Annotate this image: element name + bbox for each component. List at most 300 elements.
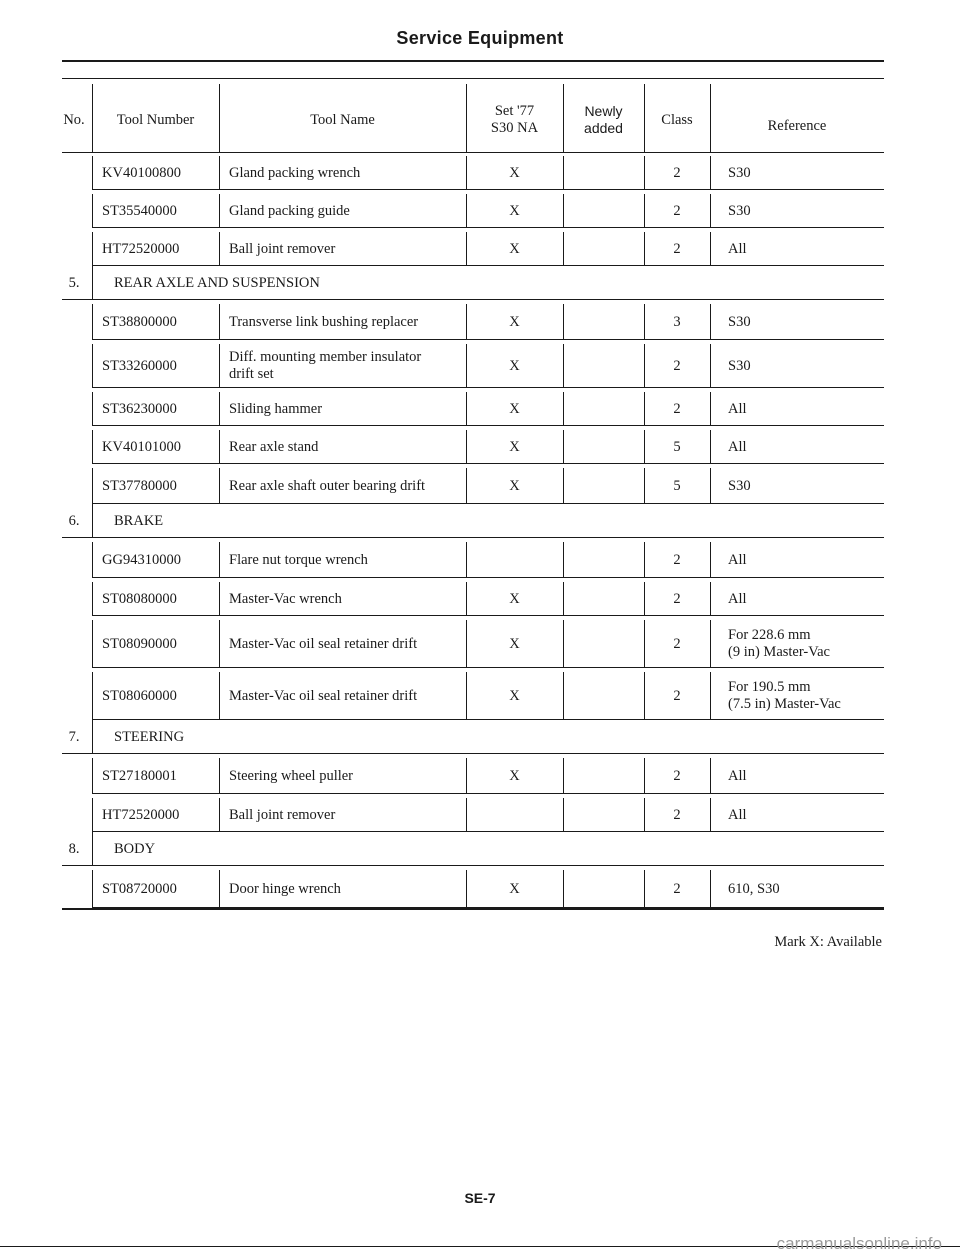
set77-cell-text: X (509, 202, 520, 219)
tool-number-cell (102, 394, 219, 424)
row-col-rule (466, 232, 467, 266)
header-newly-added (563, 88, 644, 152)
section-number (56, 720, 92, 754)
header-class (644, 88, 710, 152)
tool-number-cell-text: ST08720000 (102, 880, 177, 897)
row-bottom-rule (92, 189, 884, 190)
row-col-rule (219, 620, 220, 668)
row-col-rule (466, 672, 467, 720)
row-col-rule (466, 620, 467, 668)
tool-name-cell (229, 306, 466, 338)
tool-name-cell-text: Transverse link bushing replacer (229, 313, 419, 330)
row-col-rule (219, 672, 220, 720)
newly-added-cell (563, 394, 644, 424)
reference-cell (728, 622, 884, 666)
row-col-rule (710, 468, 711, 504)
class-cell (644, 760, 710, 792)
header-newly-added-text: added (584, 120, 623, 136)
reference-cell-text: All (728, 551, 747, 568)
section-title (114, 720, 614, 754)
tool-number-cell (102, 622, 219, 666)
row-col-rule (466, 430, 467, 464)
header-col-rule (92, 84, 93, 152)
newly-added-cell (563, 760, 644, 792)
reference-cell-text: All (728, 438, 747, 455)
header-no (56, 88, 92, 152)
class-cell (644, 394, 710, 424)
tool-number-cell-text: KV40101000 (102, 438, 181, 455)
header-col-rule (710, 84, 711, 152)
header-set77 (466, 88, 563, 152)
section-number (56, 266, 92, 300)
tool-name-cell (229, 470, 466, 502)
row-col-rule (219, 194, 220, 228)
row-col-rule (219, 232, 220, 266)
row-col-rule (563, 798, 564, 832)
class-cell-text: 2 (673, 400, 681, 417)
newly-added-cell (563, 622, 644, 666)
row-bottom-rule (92, 387, 884, 388)
section-title-text: STEERING (114, 728, 185, 745)
header-col-rule (219, 84, 220, 152)
row-col-rule (466, 304, 467, 340)
set77-cell-text: X (509, 240, 520, 257)
set77-cell (466, 346, 563, 386)
tool-name-cell (229, 432, 466, 462)
row-col-rule (466, 468, 467, 504)
reference-cell (728, 800, 884, 830)
reference-cell (728, 394, 884, 424)
class-cell-text: 2 (673, 164, 681, 181)
row-col-rule (563, 344, 564, 388)
section-col-rule (92, 832, 93, 866)
tool-number-cell (102, 196, 219, 226)
class-cell-text: 2 (673, 590, 681, 607)
tool-name-cell (229, 674, 466, 718)
row-col-rule (710, 392, 711, 426)
tool-name-cell (229, 584, 466, 614)
newly-added-cell (563, 306, 644, 338)
class-cell-text: 2 (673, 240, 681, 257)
row-col-rule (563, 304, 564, 340)
section-title-text: BODY (114, 840, 156, 857)
set77-cell (466, 760, 563, 792)
class-cell-text: 5 (673, 438, 681, 455)
section-title (114, 266, 614, 300)
tool-name-cell (229, 760, 466, 792)
tool-name-cell (229, 234, 466, 264)
header-bottom-rule (62, 152, 884, 153)
page-title: Service Equipment (396, 28, 564, 48)
row-col-rule (92, 758, 93, 794)
tool-number-cell-text: ST08060000 (102, 687, 177, 704)
row-bottom-rule (92, 793, 884, 794)
reference-cell-text: S30 (728, 202, 751, 219)
reference-cell-text: All (728, 767, 747, 784)
set77-cell (466, 234, 563, 264)
row-col-rule (710, 798, 711, 832)
row-bottom-rule (92, 615, 884, 616)
tool-name-cell (229, 158, 466, 188)
row-col-rule (644, 870, 645, 908)
class-cell-text: 2 (673, 357, 681, 374)
class-cell (644, 158, 710, 188)
class-cell-text: 2 (673, 767, 681, 784)
set77-cell (466, 584, 563, 614)
row-col-rule (710, 344, 711, 388)
row-col-rule (92, 870, 93, 908)
row-bottom-rule (92, 667, 884, 668)
newly-added-cell (563, 432, 644, 462)
header-col-rule (563, 84, 564, 152)
set77-cell-text: X (509, 880, 520, 897)
class-cell (644, 234, 710, 264)
reference-cell (728, 306, 884, 338)
reference-cell-text: S30 (728, 313, 751, 330)
set77-cell-text: X (509, 164, 520, 181)
class-cell (644, 674, 710, 718)
tool-name-cell-text: Master-Vac oil seal retainer drift (229, 635, 418, 652)
row-col-rule (710, 870, 711, 908)
tool-name-cell (229, 394, 466, 424)
reference-cell-text: For 190.5 mm (728, 679, 811, 695)
tool-name-cell-text: Gland packing guide (229, 202, 350, 219)
row-col-rule (710, 672, 711, 720)
row-col-rule (466, 344, 467, 388)
tool-name-cell-text: Master-Vac oil seal retainer drift (229, 687, 418, 704)
row-col-rule (219, 870, 220, 908)
tool-name-cell (229, 196, 466, 226)
row-col-rule (466, 156, 467, 190)
section-title (114, 832, 614, 866)
section-number (56, 832, 92, 866)
row-col-rule (219, 542, 220, 578)
row-col-rule (644, 194, 645, 228)
set77-cell-text: X (509, 767, 520, 784)
row-col-rule (92, 582, 93, 616)
tool-number-cell (102, 800, 219, 830)
tool-number-cell-text: ST08080000 (102, 590, 177, 607)
row-col-rule (92, 798, 93, 832)
row-col-rule (644, 232, 645, 266)
row-bottom-rule (92, 425, 884, 426)
row-col-rule (92, 468, 93, 504)
row-col-rule (710, 430, 711, 464)
set77-cell (466, 800, 563, 830)
row-col-rule (710, 542, 711, 578)
tool-name-cell-text: Sliding hammer (229, 400, 323, 417)
tool-number-cell (102, 760, 219, 792)
reference-cell-text: All (728, 240, 747, 257)
class-cell (644, 800, 710, 830)
reference-cell (728, 470, 884, 502)
reference-cell-text: S30 (728, 357, 751, 374)
row-col-rule (92, 344, 93, 388)
tool-number-cell-text: ST37780000 (102, 477, 177, 494)
class-cell-text: 2 (673, 635, 681, 652)
row-col-rule (563, 758, 564, 794)
row-col-rule (466, 798, 467, 832)
section-number-text: 6. (68, 512, 80, 529)
row-col-rule (644, 304, 645, 340)
tool-name-cell-text: Rear axle shaft outer bearing drift (229, 477, 426, 494)
row-bottom-rule (92, 577, 884, 578)
title-rule (62, 60, 884, 62)
row-col-rule (710, 304, 711, 340)
row-col-rule (466, 582, 467, 616)
watermark: carmanualsonline.info (776, 1234, 942, 1253)
reference-cell-text: All (728, 400, 747, 417)
row-col-rule (92, 194, 93, 228)
row-col-rule (219, 430, 220, 464)
row-col-rule (644, 344, 645, 388)
set77-cell (466, 394, 563, 424)
section-number (56, 504, 92, 538)
row-col-rule (710, 194, 711, 228)
table-bottom-rule (62, 908, 884, 910)
row-col-rule (466, 758, 467, 794)
tool-number-cell-text: HT72520000 (102, 806, 180, 823)
row-col-rule (92, 232, 93, 266)
header-reference-text: Reference (767, 117, 827, 134)
set77-cell (466, 674, 563, 718)
row-col-rule (710, 232, 711, 266)
reference-cell (728, 432, 884, 462)
row-col-rule (644, 758, 645, 794)
tool-name-cell-text: Rear axle stand (229, 438, 319, 455)
row-col-rule (644, 798, 645, 832)
row-col-rule (710, 758, 711, 794)
row-col-rule (219, 798, 220, 832)
reference-cell (728, 872, 884, 906)
class-cell-text: 2 (673, 687, 681, 704)
header-tool-name (219, 88, 466, 152)
tool-number-cell (102, 158, 219, 188)
section-bottom-rule (62, 753, 884, 754)
row-bottom-rule (92, 227, 884, 228)
reference-cell-text: For 228.6 mm (728, 627, 811, 643)
set77-cell (466, 544, 563, 576)
header-tool-number-text: Tool Number (116, 111, 195, 128)
class-cell (644, 196, 710, 226)
reference-cell-text: (9 in) Master-Vac (728, 644, 830, 660)
row-col-rule (563, 232, 564, 266)
set77-cell (466, 158, 563, 188)
newly-added-cell (563, 544, 644, 576)
row-col-rule (563, 870, 564, 908)
row-col-rule (219, 392, 220, 426)
class-cell-text: 2 (673, 880, 681, 897)
tool-name-cell (229, 346, 466, 386)
reference-cell (728, 346, 884, 386)
section-bottom-rule (62, 299, 884, 300)
tool-name-cell (229, 800, 466, 830)
row-col-rule (92, 542, 93, 578)
newly-added-cell (563, 470, 644, 502)
footnote: Mark X: Available (774, 934, 882, 950)
row-col-rule (644, 620, 645, 668)
row-col-rule (92, 620, 93, 668)
row-col-rule (219, 304, 220, 340)
reference-cell (728, 674, 884, 718)
row-col-rule (563, 430, 564, 464)
row-col-rule (644, 430, 645, 464)
section-col-rule (92, 266, 93, 300)
class-cell (644, 306, 710, 338)
row-col-rule (92, 304, 93, 340)
header-newly-added-text: Newly (584, 103, 623, 119)
row-col-rule (563, 582, 564, 616)
reference-cell-text: All (728, 806, 747, 823)
row-col-rule (466, 870, 467, 908)
tool-name-cell (229, 872, 466, 906)
row-col-rule (219, 758, 220, 794)
row-col-rule (92, 672, 93, 720)
tool-name-cell-text: Gland packing wrench (229, 164, 361, 181)
set77-cell (466, 622, 563, 666)
header-set77-text: Set '77 (494, 103, 535, 119)
row-col-rule (710, 620, 711, 668)
row-col-rule (92, 430, 93, 464)
tool-number-cell-text: ST38800000 (102, 313, 177, 330)
section-title-text: REAR AXLE AND SUSPENSION (114, 274, 320, 291)
row-col-rule (644, 672, 645, 720)
page-number: SE-7 (464, 1190, 496, 1206)
tool-number-cell-text: GG94310000 (102, 551, 181, 568)
set77-cell-text: X (509, 590, 520, 607)
tool-number-cell (102, 544, 219, 576)
header-col-rule (644, 84, 645, 152)
row-col-rule (644, 542, 645, 578)
row-col-rule (563, 468, 564, 504)
section-title (114, 504, 614, 538)
row-col-rule (563, 620, 564, 668)
newly-added-cell (563, 584, 644, 614)
newly-added-cell (563, 346, 644, 386)
class-cell-text: 5 (673, 477, 681, 494)
tool-number-cell-text: ST27180001 (102, 767, 177, 784)
reference-cell-text: All (728, 590, 747, 607)
row-col-rule (219, 468, 220, 504)
tool-name-cell-text: Master-Vac wrench (229, 590, 342, 607)
newly-added-cell (563, 674, 644, 718)
tool-number-cell-text: ST08090000 (102, 635, 177, 652)
class-cell (644, 544, 710, 576)
tool-number-cell (102, 432, 219, 462)
class-cell (644, 872, 710, 906)
row-col-rule (644, 582, 645, 616)
section-col-rule (92, 504, 93, 538)
row-col-rule (466, 542, 467, 578)
reference-cell (728, 234, 884, 264)
tool-name-cell-text: drift set (229, 366, 274, 382)
section-title-text: BRAKE (114, 512, 164, 529)
tool-name-cell (229, 544, 466, 576)
row-col-rule (466, 392, 467, 426)
reference-cell-text: (7.5 in) Master-Vac (728, 696, 841, 712)
reference-cell (728, 196, 884, 226)
section-bottom-rule (62, 865, 884, 866)
class-cell-text: 2 (673, 202, 681, 219)
row-col-rule (466, 194, 467, 228)
section-bottom-rule (62, 537, 884, 538)
header-set77-text: S30 NA (490, 120, 539, 136)
header-top-rule (62, 78, 884, 79)
tool-number-cell (102, 470, 219, 502)
tool-number-cell (102, 674, 219, 718)
section-number-text: 8. (68, 840, 80, 857)
row-col-rule (563, 392, 564, 426)
tool-number-cell-text: ST36230000 (102, 400, 177, 417)
row-col-rule (563, 194, 564, 228)
row-col-rule (219, 582, 220, 616)
tool-number-cell-text: HT72520000 (102, 240, 180, 257)
set77-cell-text: X (509, 357, 520, 374)
row-col-rule (644, 392, 645, 426)
set77-cell (466, 306, 563, 338)
tool-name-cell (229, 622, 466, 666)
reference-cell (728, 584, 884, 614)
newly-added-cell (563, 196, 644, 226)
newly-added-cell (563, 158, 644, 188)
row-col-rule (92, 392, 93, 426)
header-class-text: Class (661, 111, 693, 128)
set77-cell-text: X (509, 400, 520, 417)
reference-cell-text: S30 (728, 477, 751, 494)
class-cell (644, 470, 710, 502)
row-col-rule (219, 156, 220, 190)
row-col-rule (644, 468, 645, 504)
row-col-rule (563, 672, 564, 720)
row-col-rule (563, 156, 564, 190)
tool-number-cell-text: ST35540000 (102, 202, 177, 219)
header-col-rule (466, 84, 467, 152)
set77-cell (466, 470, 563, 502)
row-col-rule (219, 344, 220, 388)
set77-cell-text: X (509, 477, 520, 494)
set77-cell (466, 196, 563, 226)
tool-name-cell-text: Ball joint remover (229, 806, 336, 823)
tool-name-cell-text: Steering wheel puller (229, 767, 354, 784)
newly-added-cell (563, 872, 644, 906)
tool-number-cell (102, 234, 219, 264)
section-number-text: 7. (68, 728, 80, 745)
newly-added-cell (563, 800, 644, 830)
tool-name-cell-text: Diff. mounting member insulator (229, 349, 422, 365)
class-cell (644, 346, 710, 386)
set77-cell (466, 872, 563, 906)
tool-name-cell-text: Ball joint remover (229, 240, 336, 257)
set77-cell-text: X (509, 635, 520, 652)
row-col-rule (92, 156, 93, 190)
row-col-rule (644, 156, 645, 190)
tool-number-cell (102, 584, 219, 614)
row-col-rule (710, 156, 711, 190)
header-no-text: No. (63, 111, 85, 128)
section-number-text: 5. (68, 274, 80, 291)
row-bottom-rule (92, 339, 884, 340)
class-cell (644, 622, 710, 666)
header-tool-number (92, 88, 219, 152)
newly-added-cell (563, 234, 644, 264)
tool-number-cell-text: KV40100800 (102, 164, 181, 181)
section-col-rule (92, 720, 93, 754)
reference-cell-text: S30 (728, 164, 751, 181)
class-cell (644, 432, 710, 462)
class-cell-text: 2 (673, 806, 681, 823)
tool-number-cell (102, 872, 219, 906)
set77-cell (466, 432, 563, 462)
